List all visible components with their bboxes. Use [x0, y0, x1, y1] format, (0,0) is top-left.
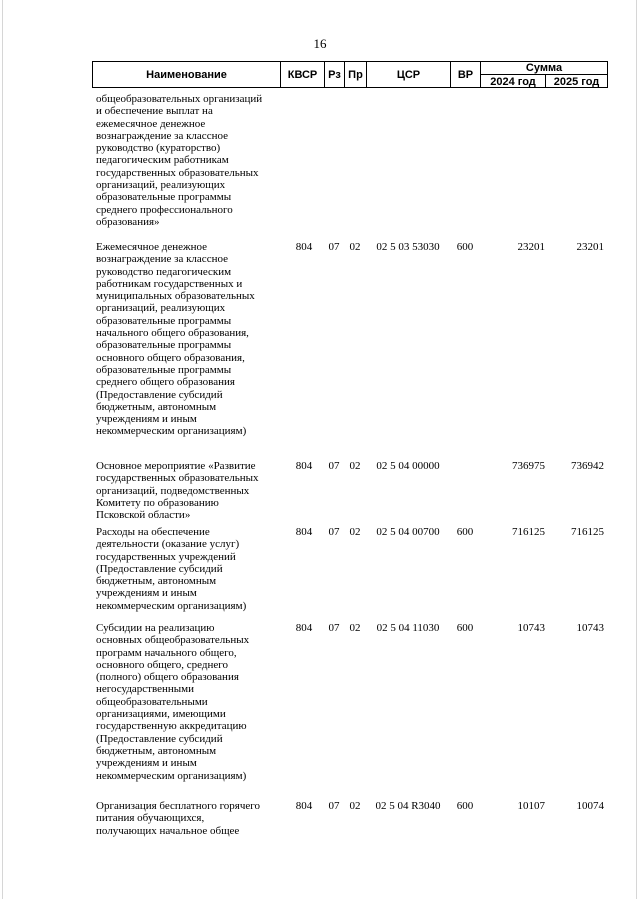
row-sum-2025: 23201	[576, 241, 604, 253]
row-csr: 02 5 04 00000	[376, 460, 440, 472]
table-body	[0, 89, 640, 899]
row-csr: 02 5 04 00700	[376, 526, 440, 538]
row-rz: 07	[328, 526, 340, 538]
row-name: Организация бесплатного горячего питания обучающихся, получающих начальное общее	[96, 800, 261, 837]
header-vr: ВР	[451, 62, 481, 87]
row-rz: 07	[328, 622, 340, 634]
row-vr: 600	[456, 241, 474, 253]
row-kvsr: 804	[295, 241, 313, 253]
row-vr: 600	[456, 622, 474, 634]
row-sum-2025: 716125	[571, 526, 604, 538]
table-header	[92, 61, 608, 88]
page-number: 16	[313, 36, 327, 51]
row-pr: 02	[349, 460, 361, 472]
row-pr: 02	[349, 526, 361, 538]
row-vr: 600	[456, 526, 474, 538]
row-rz: 07	[328, 241, 340, 253]
row-name: общеобразовательных организаций и обеспечение выплат на ежемесячное денежное вознаграждение за классное руководство (кураторство) педагогическим работникам государственных образовательных организаций, реализующих образовательные программы среднего профессионального образования»	[96, 93, 263, 228]
row-kvsr: 804	[295, 526, 313, 538]
row-name: Расходы на обеспечение деятельности (оказание услуг) государственных учреждений (Предоставление субсидий бюджетным, автономным учреждениям и иным некоммерческим организациям)	[96, 526, 247, 612]
row-sum-2025: 10074	[576, 800, 604, 812]
row-name: Ежемесячное денежное вознаграждение за классное руководство педагогическим работникам государственных и муниципальных образовательных организаций, реализующих образовательные программы начального общего образования, образовательные программы основного общего образования, образовательные программы среднего общего образования (Предоставление субсидий бюджетным, автономным учреждениям и иным некоммерческим организациям)	[96, 241, 255, 438]
header-name: Наименование	[93, 62, 281, 87]
row-pr: 02	[349, 622, 361, 634]
row-rz: 07	[328, 800, 340, 812]
header-kvsr: КВСР	[281, 62, 325, 87]
row-kvsr: 804	[295, 622, 313, 634]
row-vr: 600	[456, 800, 474, 812]
row-csr: 02 5 04 R3040	[375, 800, 441, 812]
row-name: Субсидии на реализацию основных общеобразовательных программ начального общего, основного общего, среднего (полного) общего образования негосударственными общеобразовательными организациями, имеющими государственную аккредитацию (Предоставление субсидий бюджетным, автономным учреждениям и иным некоммерческим организациям)	[96, 622, 250, 782]
row-rz: 07	[328, 460, 340, 472]
row-kvsr: 804	[295, 460, 313, 472]
header-year-2024: 2024 год	[481, 75, 546, 88]
row-sum-2024: 10743	[517, 622, 545, 634]
row-sum-2024: 716125	[512, 526, 545, 538]
header-pr: Пр	[345, 62, 367, 87]
header-rz: Рз	[325, 62, 345, 87]
row-pr: 02	[349, 241, 361, 253]
row-sum-2024: 736975	[512, 460, 545, 472]
row-sum-2024: 23201	[517, 241, 545, 253]
header-sum: Сумма	[481, 62, 607, 75]
header-year-2025: 2025 год	[553, 75, 600, 88]
row-csr: 02 5 04 11030	[376, 622, 440, 634]
row-kvsr: 804	[295, 800, 313, 812]
row-name: Основное мероприятие «Развитие государственных образовательных организаций, подведомственных Комитету по образованию Псковской области»	[96, 460, 259, 522]
header-sum-group	[481, 62, 607, 87]
row-sum-2024: 10107	[517, 800, 545, 812]
row-pr: 02	[349, 800, 361, 812]
row-sum-2025: 736942	[571, 460, 604, 472]
header-csr: ЦСР	[367, 62, 451, 87]
row-csr: 02 5 03 53030	[376, 241, 440, 253]
row-sum-2025: 10743	[576, 622, 604, 634]
